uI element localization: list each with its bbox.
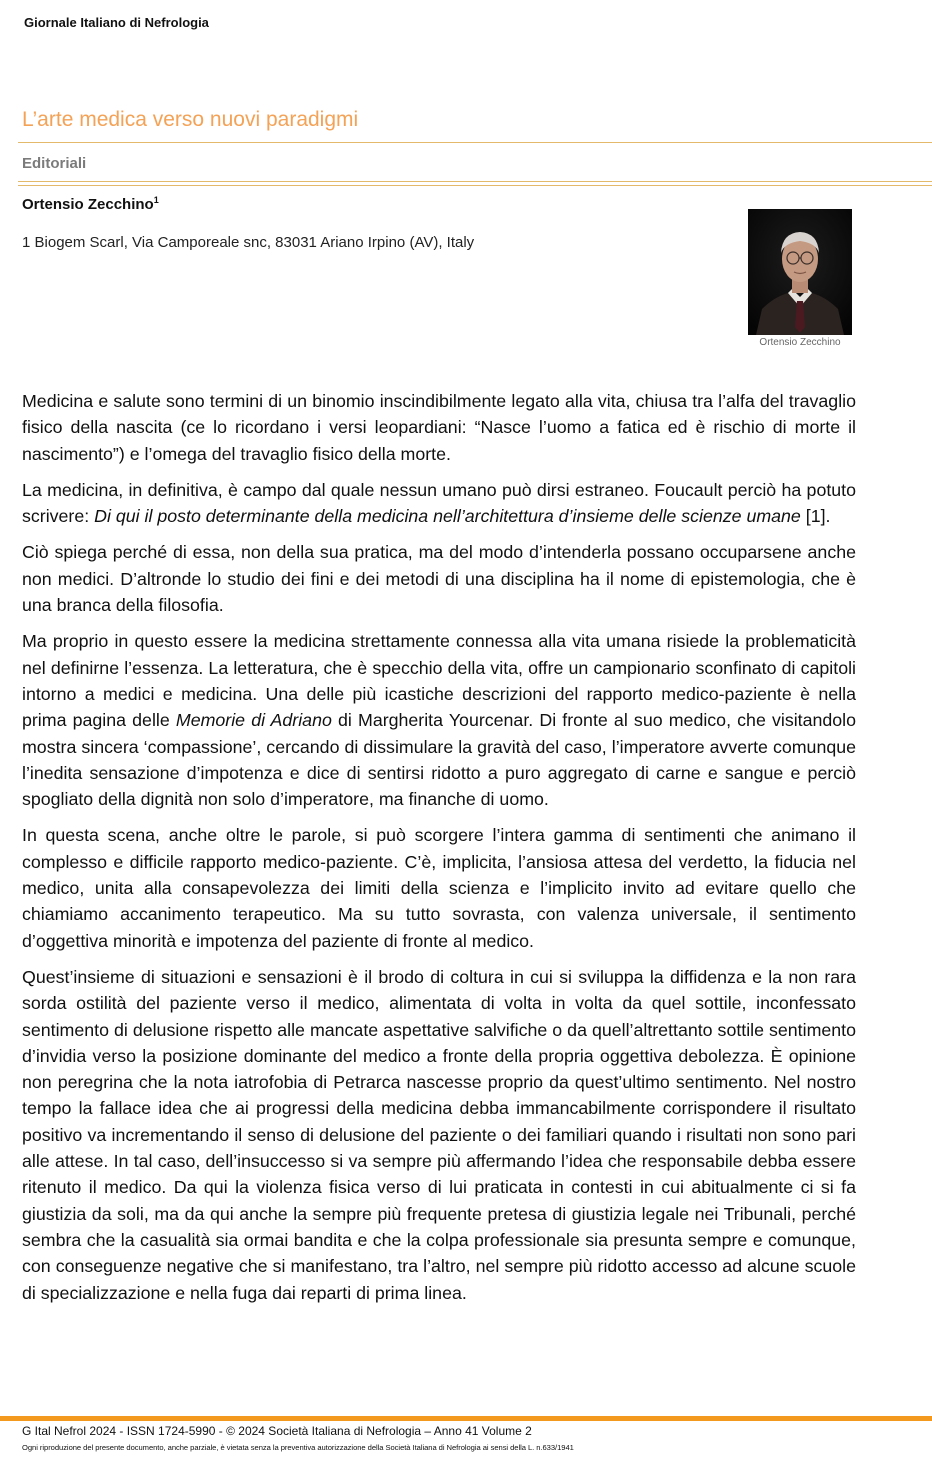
journal-name: Giornale Italiano di Nefrologia — [24, 15, 209, 30]
footer-bar — [0, 1416, 932, 1421]
footer-citation: G Ital Nefrol 2024 - ISSN 1724-5990 - © 2024 Società Italiana di Nefrologia – Anno 41 Volume 2 — [22, 1424, 532, 1438]
section-divider-top — [18, 181, 932, 182]
paragraph-4-text-a: Ma proprio in questo essere la medicina strettamente connessa alla vita umana risiede la problematicità nel definirne l’essenza. La letteratura, che è specchio della vita, offre un campionario sconfinato di capitoli intorno a medici e medicina. Una delle più icastiche descrizioni del rapporto medico-paziente è nella prima pagina delle — [22, 631, 856, 731]
paragraph-4 — [22, 628, 856, 812]
paragraph-2 — [22, 477, 856, 530]
paragraph-1: Medicina e salute sono termini di un binomio inscindibilmente legato alla vita, chiusa tra l’alfa del travaglio fisico della nascita (ce lo ricordano i versi leopardiani: “Nasce l’uomo a fatica ed è rischio di morte il nascimento”) e l’omega del travaglio fisico della morte. — [22, 391, 856, 464]
book-title: Memorie di Adriano — [175, 710, 332, 731]
photo-caption: Ortensio Zecchino — [759, 337, 841, 348]
footer-copyright-note: Ogni riproduzione del presente documento, anche parziale, è vietata senza la preventiva autorizzazione della Società Italiana di Nefrologia ai sensi della L. n.633/1941 — [22, 1443, 574, 1452]
section-divider-bottom — [18, 185, 932, 186]
paragraph-6: Quest’insieme di situazioni e sensazioni è il brodo di coltura in cui si sviluppa la diffidenza e la non rara sorda ostilità del paziente verso il medico, alimentata di volta in volta da quel sottile, inconfessato sentimento di delusione rispetto alle mancate aspettative salvifiche o da quell’altrettanto sottile sentimento d’invidia verso la posizione dominante del medico a fronte della propria oggettiva debolezza. È opinione non peregrina che la nota iatrofobia di Petrarca nascesse proprio da quest’ultimo sentimento. Nel nostro tempo la fallace idea che ai progressi della medicina debba immancabilmente corrispondere il risultato positivo va incrementando il senso di delusione del paziente o dei familiari quando i risultati non sono pari alle attese. In tal caso, dell’insuccesso si va sempre più affermando l’idea che responsabile debba essere ritenuto il medico. Da qui la violenza fisica verso di lui praticata in contesti in cui abitualmente ci si fa giustizia da soli, ma da qui anche la sempre più frequente pretesa di giustizia legale nei Tribunali, perché sembra che la casualità sia ormai bandita e che la colpa professionale sia presunta sempre e comunque, con conseguenze negative che si manifestano, tra l’altro, nel sempre più ridotto accesso ad alcune scuole di specializzazione e nella fuga dai reparti di prima linea. — [22, 966, 856, 1303]
title-divider — [18, 142, 932, 143]
author-affiliation: 1 Biogem Scarl, Via Camporeale snc, 83031 Ariano Irpino (AV), Italy — [22, 234, 475, 251]
author-name — [22, 195, 159, 213]
citation-ref-1: [1]. — [800, 506, 831, 527]
article-title: L’arte medica verso nuovi paradigmi — [22, 108, 359, 131]
paragraph-4-text-c: di Margherita Yourcenar. Di fronte al suo medico, che visitandolo mostra sincera ‘compassione’, cercando di dissimulare la gravità del caso, l’imperatore avverte comunque l’inedita sensazione d’impotenza e dice di sentirsi ridotto a puro aggregato di carne e sangue e perciò spogliato della dignità non solo d’imperatore, ma finanche di uomo. — [22, 710, 857, 810]
author-portrait-icon — [748, 209, 852, 335]
paragraph-2-text-a: La medicina, in definitiva, è campo dal quale nessun umano può dirsi estraneo. Foucault perciò ha potuto scrivere: — [22, 479, 856, 527]
paragraph-5: In questa scena, anche oltre le parole, si può scorgere l’intera gamma di sentimenti che animano il complesso e difficile rapporto medico-paziente. C’è, implicita, l’ansiosa attesa del verdetto, la fiducia nel medico, unita alla consapevolezza dei limiti della scienza e l’implicito invito ad evitare quello che chiamiamo accanimento terapeutico. Ma su tutto sovrasta, con valenza universale, il sentimento d’oggettiva minorità e impotenza del paziente di fronte al medico. — [22, 825, 856, 951]
author-photo — [748, 209, 852, 335]
section-label: Editoriali — [22, 155, 87, 172]
author-name-text: Ortensio Zecchino — [22, 196, 154, 213]
affiliation-marker: 1 — [153, 195, 159, 205]
article-body — [22, 388, 856, 1316]
paragraph-3: Ciò spiega perché di essa, non della sua pratica, ma del modo d’intenderla possano occuparsene anche non medici. D’altronde lo studio dei fini e dei metodi di una disciplina ha il nome di epistemologia, che è una branca della filosofia. — [22, 542, 856, 616]
foucault-quote: Di qui il posto determinante della medicina nell’architettura d’insieme delle scienze umane — [94, 506, 801, 527]
